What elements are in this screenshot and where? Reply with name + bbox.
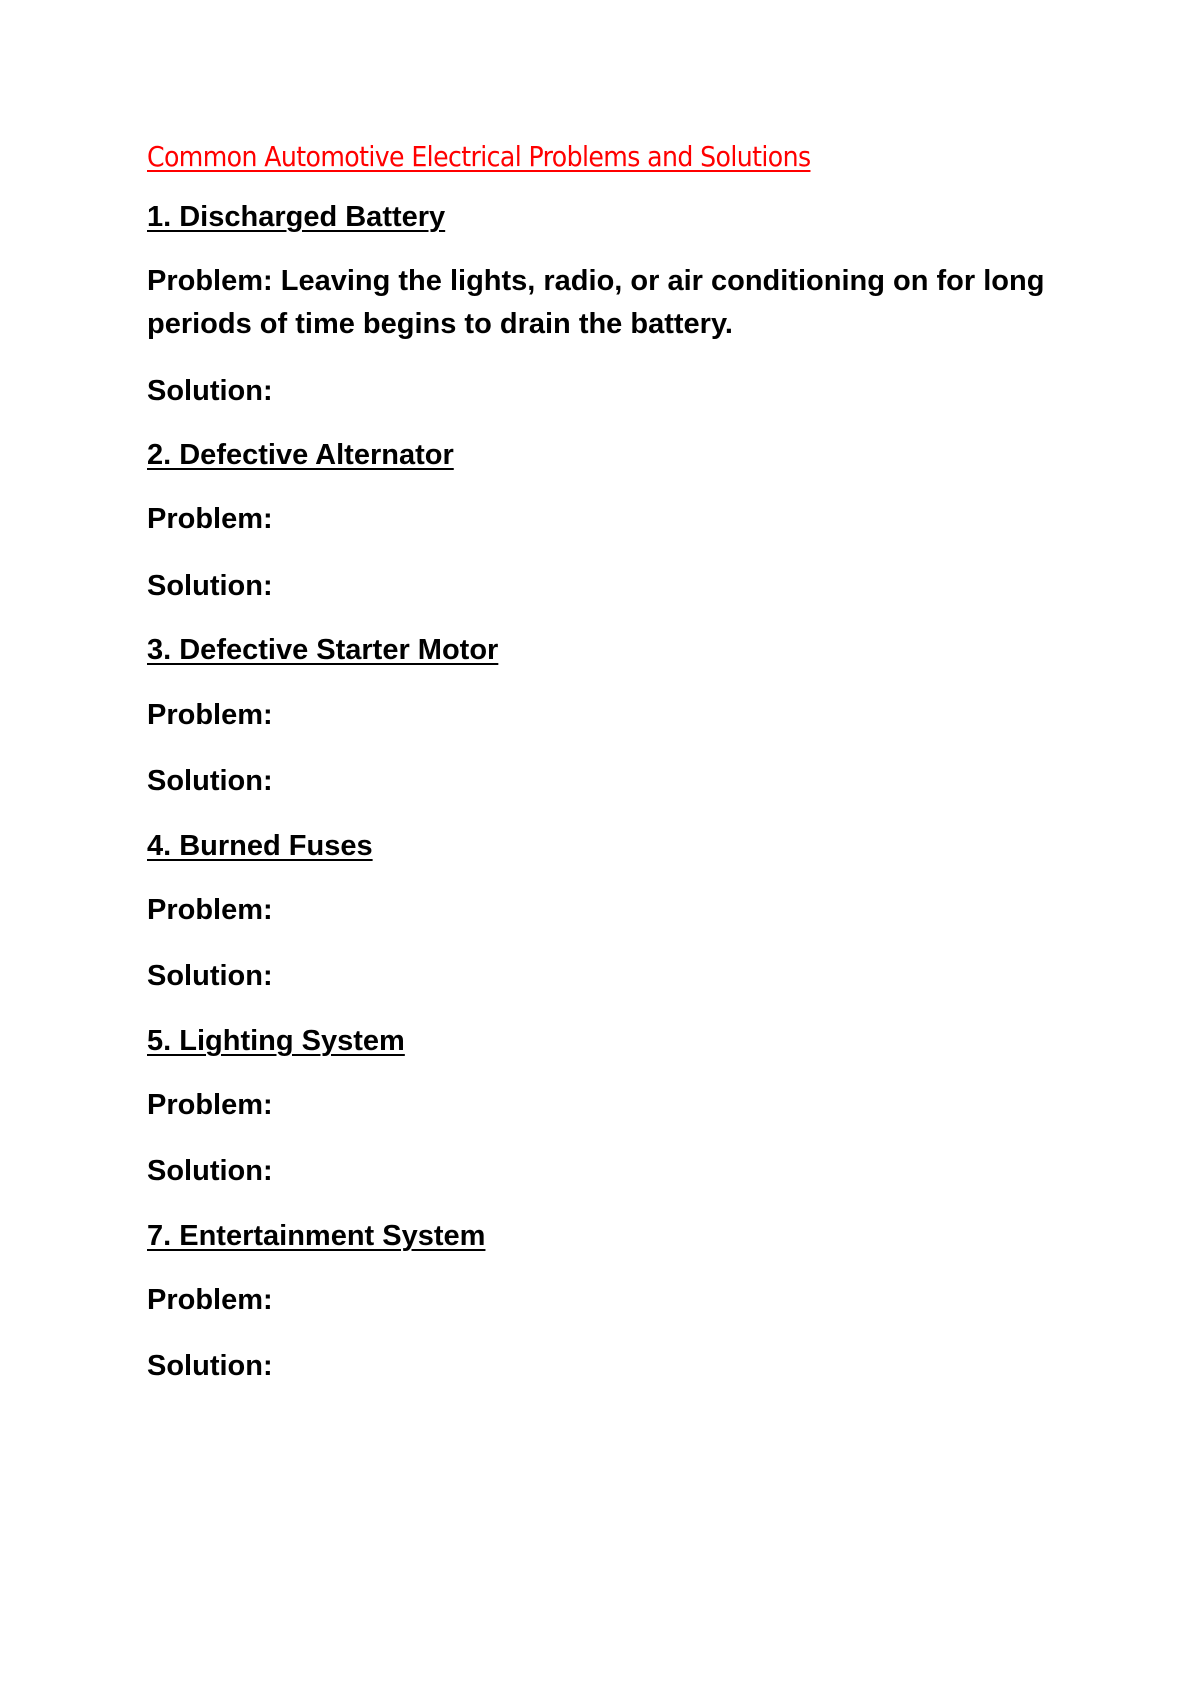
solution-label: Solution:	[147, 1155, 273, 1188]
problem-label: Problem:	[147, 1088, 273, 1121]
solution-label: Solution:	[147, 374, 273, 407]
solution-field	[147, 955, 1067, 999]
document-content	[147, 140, 1067, 1412]
section-heading: 1. Discharged Battery	[147, 200, 446, 233]
problem-field	[147, 498, 1067, 542]
problem-label: Problem:	[147, 698, 273, 731]
document-title: Common Automotive Electrical Problems and Solutions	[147, 140, 811, 173]
solution-label: Solution:	[147, 1350, 273, 1383]
solution-field	[147, 565, 1067, 609]
section-discharged-battery	[147, 198, 1067, 414]
problem-field	[147, 1084, 1067, 1128]
solution-field	[147, 760, 1067, 804]
problem-label: Problem:	[147, 893, 273, 926]
solution-label: Solution:	[147, 960, 273, 993]
problem-label: Problem:	[147, 503, 273, 536]
section-defective-starter-motor	[147, 631, 1067, 803]
problem-field	[147, 260, 1067, 347]
problem-label: Problem:	[147, 264, 273, 297]
section-lighting-system	[147, 1022, 1067, 1194]
solution-label: Solution:	[147, 569, 273, 602]
solution-label: Solution:	[147, 765, 273, 798]
section-heading: 4. Burned Fuses	[147, 829, 373, 862]
problem-text: Leaving the lights, radio, or air conditioning on for long periods of time begins to drain the battery.	[147, 264, 1045, 341]
section-heading: 2. Defective Alternator	[147, 439, 454, 472]
problem-label: Problem:	[147, 1283, 273, 1316]
problem-field	[147, 694, 1067, 738]
problem-field	[147, 889, 1067, 933]
section-defective-alternator	[147, 436, 1067, 608]
section-entertainment-system	[147, 1217, 1067, 1389]
section-burned-fuses	[147, 827, 1067, 999]
problem-field	[147, 1279, 1067, 1323]
section-heading: 5. Lighting System	[147, 1024, 405, 1057]
section-heading: 3. Defective Starter Motor	[147, 634, 499, 667]
solution-field	[147, 370, 1067, 414]
solution-field	[147, 1345, 1067, 1389]
solution-field	[147, 1150, 1067, 1194]
section-heading: 7. Entertainment System	[147, 1219, 486, 1252]
